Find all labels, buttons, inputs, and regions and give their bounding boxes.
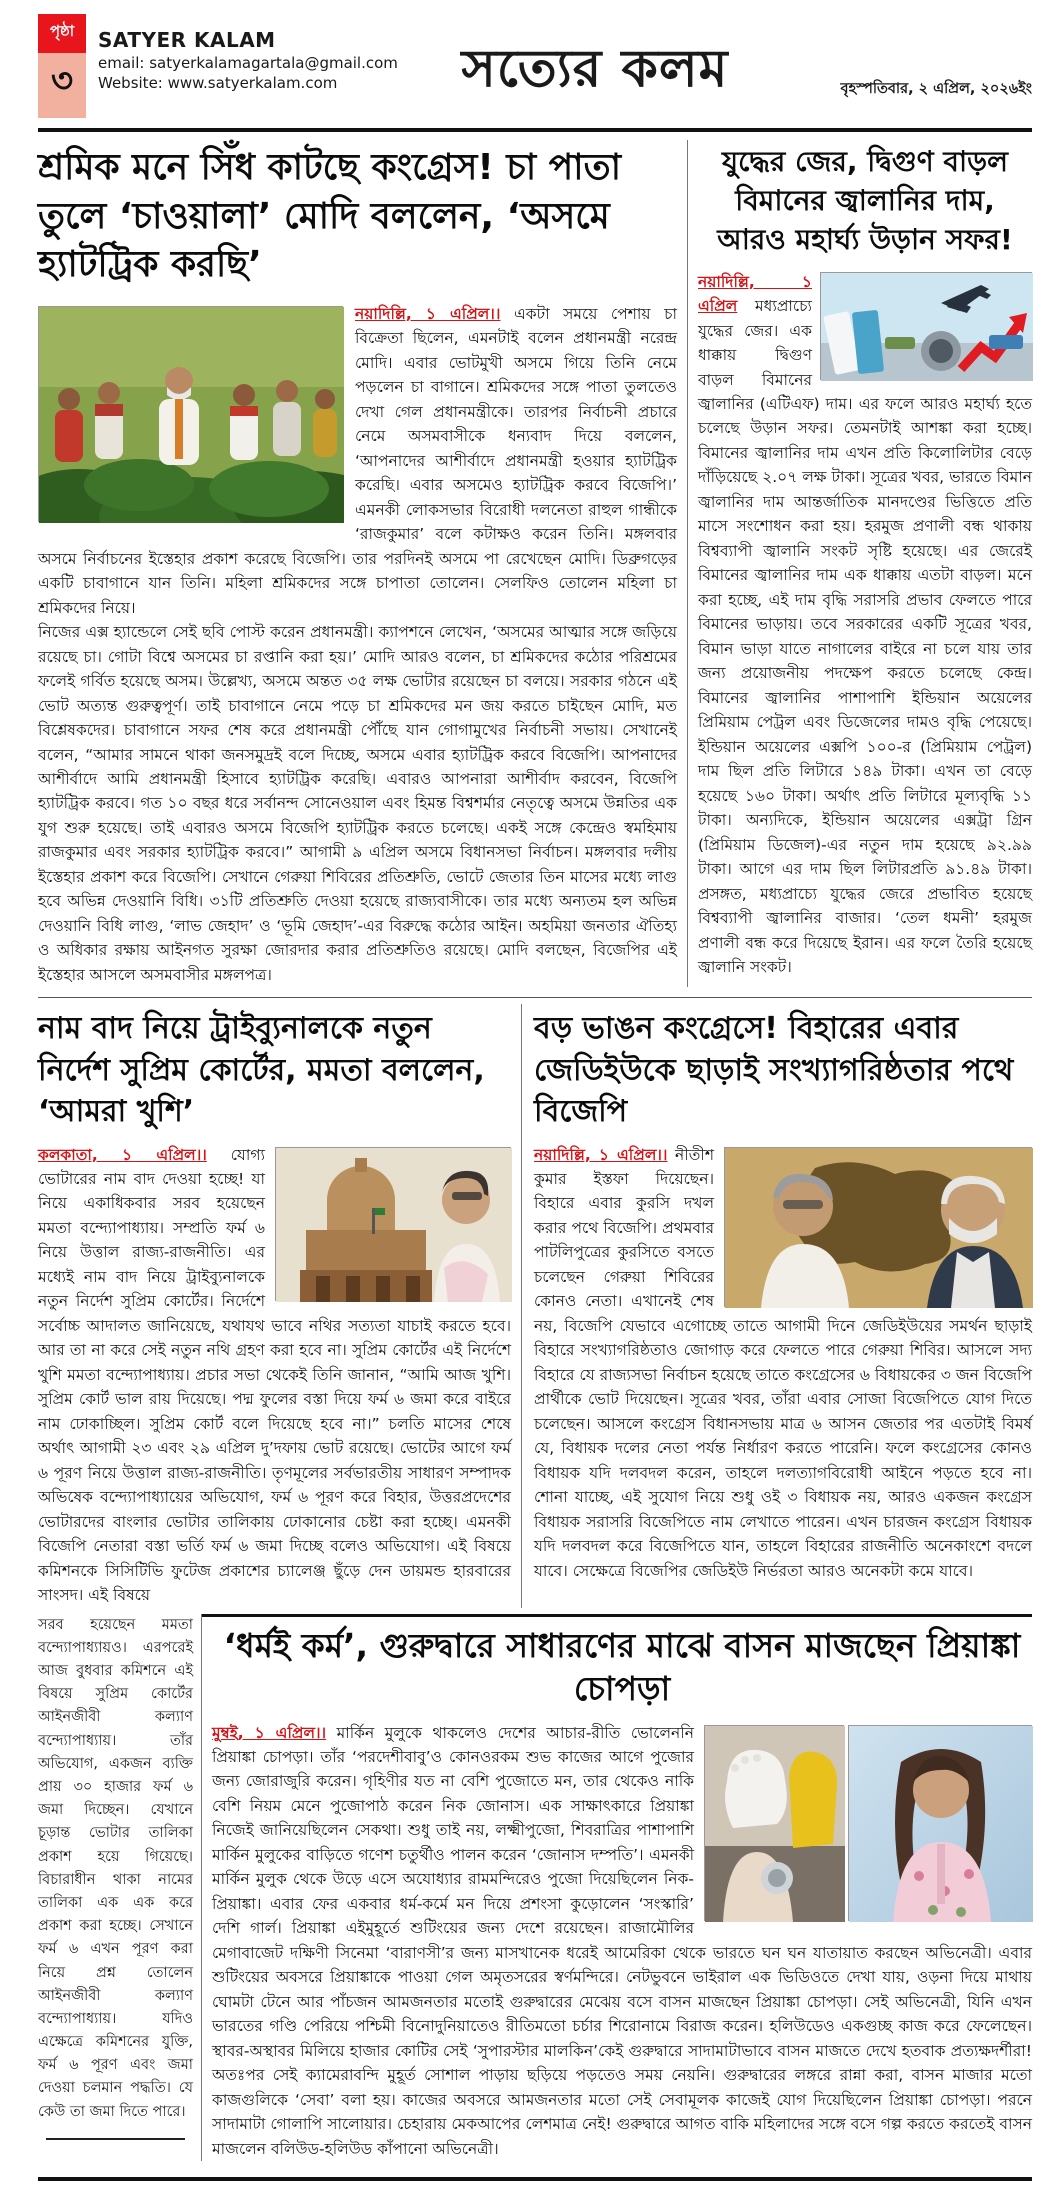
priyanka-portrait-photo (848, 1725, 1032, 1921)
modi-tea-paragraph-2: নিজের এক্স হ্যান্ডেলে সেই ছবি পোস্ট করেন প্রধানমন্ত্রী। ক্যাপশনে লেখেন, ‘অসমের আত্মার সঙ্গে জড়িয়ে রয়েছে চা। গোটা বিশ্বে অসমের চা রপ্তানি করা হয়।’ মোদি আরও বলেন, চা শ্রমিকদের কঠোর পরিশ্রমের ফলেই গর্বিত হয়েছে অসম। উল্লেখ্য, অসমে অন্তত ৩৫ লক্ষ ভোটার রয়েছেন চা বলয়ে। সরকার গঠনে এই ভোট অত্যন্ত গুরুত্বপূর্ণ। তাই চাবাগানে নেমে পড়ে চা শ্রমিকদের মন জয় করতে চাইছেন মোদি, মত বিশ্লেষকদের। চাবাগানে সফর শেষ করে প্রধানমন্ত্রী পৌঁছে যান গোগামুখের নির্বাচনী সভায়। সেখানেই বলেন, “আমার সামনে থাকা জনসমুদ্রই বলে দিচ্ছে, অসমে এবার হ্যাটট্রিক করবে বিজেপি। আপনাদের আশীর্বাদে আমি প্রধানমন্ত্রী হিসাবে হ্যাটট্রিক করেছি। এবারও আপনারা আশীর্বাদ করবেন, বিজেপি হ্যাটট্রিক করবে। গত ১০ বছর ধরে সর্বানন্দ সোনেওয়াল এবং হিমন্ত বিশ্বশর্মার নেতৃত্বে অসমে উন্নতির এক যুগ শুরু হয়েছে। তাই এবারও অসমে বিজেপি হ্যাটট্রিক করতে চলেছে। একই সঙ্গে কেন্দ্রেও স্বমহিমায় রাজকুমার এবং সরকার হ্যাটট্রিক করবে।” আগামী ৯ এপ্রিল অসমে বিধানসভা নির্বাচন। মঙ্গলবার দলীয় ইস্তেহার প্রকাশ করে বিজেপি। সেখানে গেরুয়া শিবিরের প্রতিশ্রুতি, ভোটে জেতার তিন মাসের মধ্যে লাগু হবে অভিন্ন দেওয়ানি বিধি। ৩১টি প্রতিশ্রুতি দেওয়া হয়েছে রাজ্যবাসীকে। তার মধ্যে অন্যতম হল অভিন্ন দেওয়ানি বিধি লাগু, ‘লাভ জেহাদ’ ও ‘ভূমি জেহাদ’-এর বিরুদ্ধে কঠোর আইন। অহমিয়া জনতার ঐতিহ্য ও অধিকার রক্ষায় আইনগত সুরক্ষা জোরদার করার প্রতিশ্রুতিও রয়েছে। মোদি বলছেন, বিজেপির এই ইস্তেহার আসলে অসমবাসীর মঙ্গলপত্র। (38, 623, 677, 984)
paper-email: email: satyerkalamagartala@gmail.com (98, 54, 398, 72)
fuel-text: মধ্যপ্রাচ্যে যুদ্ধের জের। এক ধাক্কায় দ্বিগুণ বাড়ল বিমানের জ্বালানির (এটিএফ) দাম। এর ফলে আরও মহার্ঘ্য হতে চলেছে উড়ান সফর। তেমনটাই আশঙ্কা করা হচ্ছে। বিমানের জ্বালানির দাম এখন প্রতি কিলোলিটার বেড়ে দাঁড়িয়েছে ২.০৭ লক্ষ টাকা। সূত্রের খবর, ভারতে বিমান জ্বালানির দাম আন্তর্জাতিক মানদণ্ডের ভিত্তিতে প্রতি মাসে সংশোধন করা হয়। হরমুজ প্রণালী বন্ধ থাকায় বিশ্বব্যাপী জ্বালানি সংকট সৃষ্টি হয়েছে। এর জেরেই বিমানের জ্বালানির দাম এক ধাক্কায় এতটা বাড়ল। মনে করা হচ্ছে, এই দাম বৃদ্ধি সরাসরি প্রভাব ফেলতে পারে বিমানের ভাড়ায়। তবে সরকারের একটি সূত্রের খবর, বিমান ভাড়া যাতে নাগালের বাইরে না চলে যায় তার জন্য প্রয়োজনীয় পদক্ষেপ করতে চলেছে কেন্দ্র। বিমানের জ্বালানির পাশাপাশি ইন্ডিয়ান অয়েলের প্রিমিয়াম পেট্রল এবং ডিজেলের দামও বৃদ্ধি পেয়েছে। ইন্ডিয়ান অয়েলের এক্সপি ১০০-র (প্রিমিয়াম পেট্রল) দাম ছিল প্রতি লিটারে ১৪৯ টাকা। এখন তা বেড়ে হয়েছে ১৬০ টাকা। অর্থাৎ প্রতি লিটারে মূল্যবৃদ্ধি ১১ টাকা। অন্যদিকে, ইন্ডিয়ান অয়েলের এক্সট্রা গ্রিন (প্রিমিয়াম ডিজেল)-এর নতুন দাম হয়েছে ৯২.৯৯ টাকা। আগে এর দাম ছিল লিটারপ্রতি ৯১.৪৯ টাকা। প্রসঙ্গত, মধ্যপ্রাচ্যে যুদ্ধের জেরে প্রভাবিত হয়েছে বিশ্বব্যাপী জ্বালানির বাজার। ‘তেল ধমনী’ হরমুজ প্রণালী বন্ধ করে দিয়েছে ইরান। এর ফলে তৈরি হয়েছে জ্বালানি সংকট। (698, 297, 1032, 977)
jet-fuel-photo (820, 272, 1032, 380)
gurudwara-seva-photo (704, 1725, 844, 1921)
mamata-continuation-column (38, 1614, 202, 2162)
masthead (38, 14, 1032, 124)
bihar-dateline: নয়াদিল্লি, ১ এপ্রিল।। (534, 1145, 668, 1164)
bottom-section (38, 1614, 1032, 2162)
header-rule (38, 128, 1032, 132)
fuel-dateline: নয়াদিল্লি, ১ এপ্রিল (698, 272, 812, 316)
article-fuel-body (698, 270, 1032, 980)
page-number: ৩ (38, 53, 86, 118)
mamata-continuation-text: সরব হয়েছেন মমতা বন্দ্যোপাধ্যায়ও। এরপরেই আজ বুধবার কমিশনে এই বিষয়ে সুপ্রিম কোর্টের আইনজীবী কল্যাণ বন্দ্যোপাধ্যায়। তাঁর অভিযোগ, একজন ব্যক্তি প্রায় ৩০ হাজার ফর্ম ৬ জমা দিচ্ছেন। যেখানে চূড়ান্ত ভোটার তালিকা প্রকাশ হয়ে গিয়েছে। বিচারাধীন থাকা নামের তালিকা এক এক করে প্রকাশ করা হচ্ছে। সেখানে ফর্ম ৬ এখন পূরণ করা নিয়ে প্রশ্ন তোলেন আইনজীবী কল্যাণ বন্দ্যোপাধ্যায়। যদিও এক্ষেত্রে কমিশনের যুক্তি, ফর্ম ৬ পূরণ এবং জমা দেওয়া চলমান পদ্ধতি। যে কেউ তা জমা দিতে পারে। (38, 1616, 193, 2120)
gurudwara-seva-illustration (705, 1726, 845, 1922)
top-middle-divider (38, 997, 1032, 998)
modi-tea-column-text: একটা সময়ে পেশায় চা বিক্রেতা ছিলেন, এমনটাই বলেন প্রধানমন্ত্রী নরেন্দ্র মোদি। এবার ভোটমুখী অসমে গিয়ে তিনি নেমে পড়লেন চা বাগানে। শ্রমিকদের সঙ্গে পাতা তুলতেও দেখা গেল প্রধানমন্ত্রীকে। তারপর নির্বাচনী প্রচারে নেমে অসমবাসীকে ধন্যবাদ দিয়ে বললেন, ‘আপনাদের আশীর্বাদে প্রধানমন্ত্রী হওয়ার হ্যাটট্রিক করেছি। এবার অসমেও হ্যাটট্রিক করবে বিজেপি।’ এমনকী লোকসভার বিরোধী দলনেতা রাহুল গান্ধীকে ‘রাজকুমার’ বলে কটাক্ষও করেন তিনি। মঙ্গলবার অসমে নির্বাচনের ইস্তেহার প্রকাশ করেছে বিজেপি। তার পরদিনই অসমে পা রেখেছেন মোদি। ডিব্রুগড়ের একটি চাবাগানে যান তিনি। মহিলা শ্রমিকদের সঙ্গে চাপাতা তোলেন। সেলফিও তোলেন মহিলা চা শ্রমিকদের নিয়ে। (38, 304, 677, 617)
column-end-rule (46, 2138, 186, 2140)
mamata-text: যোগ্য ভোটারের নাম বাদ দেওয়া হচ্ছে! যা নিয়ে একাধিকবার সরব হয়েছেন মমতা বন্দ্যোপাধ্যায়। সম্প্রতি ফর্ম ৬ নিয়ে উত্তাল রাজ্য-রাজনীতি। এর মধ্যেই নাম বাদ নিয়ে ট্রাইব্যুনালকে নতুন নির্দেশ সুপ্রিম কোর্টের। নির্দেশে সর্বোচ্চ আদালত জানিয়েছে, যথাযথ ভাবে নথির সত্যতা যাচাই করতে হবে। আর তা না করে সেই নতুন নথি গ্রহণ করা হবে না। সুপ্রিম কোর্টের এই নির্দেশে খুশি মমতা বন্দ্যোপাধ্যায়। প্রচার সভা থেকেই তিনি জানান, “আমি আজ খুশি। সুপ্রিম কোর্ট ভাল রায় দিয়েছে। পদ্ম ফুলের বস্তা দিয়ে ফর্ম ৬ জমা করে বাইরে নাম ঢোকাচ্ছিল। সুপ্রিম কোর্ট বলে দিয়েছে হবে না।” চলতি মাসের শেষে অর্থাৎ আগামী ২৩ এবং ২৯ এপ্রিল দু’দফায় ভোট রয়েছে। ভোটের আগে ফর্ম ৬ পূরণ নিয়ে উত্তাল রাজ্য-রাজনীতি। তৃণমূলের সর্বভারতীয় সাধারণ সম্পাদক অভিষেক বন্দ্যোপাধ্যায়ের অভিযোগ, ফর্ম ৬ পূরণ করে বিহার, উত্তরপ্রদেশের ভোটারদের বাংলার ভোটার তালিকায় ঢোকানোর চেষ্টা করা হচ্ছে। এমনকী বিজেপি নেতারা বস্তা ভর্তি ফর্ম ৬ জমা দিচ্ছে বলেও অভিযোগ। এই বিষয়ে কমিশনকে সিসিটিভি ফুটেজ প্রকাশের চ্যালেঞ্জ ছুঁড়ে দেন ডায়মন্ড হারবারের সাংসদ। এই বিষয়ে (38, 1145, 511, 1605)
jet-fuel-illustration (821, 273, 1033, 381)
priyanka-portrait-illustration (849, 1726, 1033, 1922)
supreme-court-illustration (276, 1148, 512, 1302)
article-priyanka-body (212, 1721, 1032, 2162)
article-modi-tea-body (38, 302, 677, 988)
article-bihar-body (534, 1143, 1032, 1584)
nitish-modi-illustration (725, 1148, 1033, 1308)
priyanka-text: মার্কিন মুলুকে থাকলেও দেশের আচার-রীতি ভোলেননি প্রিয়াঙ্কা চোপড়া। তাঁর ‘পরদেশীবাবু’ও কোনওরকম শুভ কাজের আগে পুজোর জন্য জোরাজুরি করেন। গৃহিণীর যত না বেশি পুজোতে মন, তার থেকেও নাকি বেশি নিয়ম মেনে পুজোপাঠ করেন নিক জোনাস। এক সাক্ষাৎকারে প্রিয়াঙ্কা নিজেই জানিয়েছিলেন সেকথা। শুধু তাই নয়, লক্ষ্মীপুজো, শিবরাত্রির পাশাপাশি মার্কিন মুলুকের বাড়িতে গণেশ চতুর্থীও পালন করেন ‘জোনাস দম্পতি’। এমনকী মার্কিন মুলুক থেকে উড়ে এসে অযোধ্যার রামমন্দিরেও পুজো দিয়েছিলেন নিক-প্রিয়াঙ্কা। এবার ফের একবার ধর্ম-কর্মে মন দিয়ে প্রশংসা কুড়োলেন ‘সংস্কারি’ দেশি গার্ল। প্রিয়াঙ্কা এইমুহূর্তে শুটিংয়ের জন্য দেশে রয়েছেন। রাজামৌলির মেগাবাজেট দক্ষিণী সিনেমা ‘বারাণসী’র জন্য মাসখানেক ধরেই আমেরিকা থেকে ভারতে ঘন ঘন যাতায়াত করছেন অভিনেত্রী। এবার শুটিংয়ের অবসরে প্রিয়াঙ্কাকে পাওয়া গেল অমৃতসরের স্বর্ণমন্দিরে। নেটভুবনে ভাইরাল এক ভিডিওতে দেখা যায়, ওড়না দিয়ে মাথায় ঘোমটা টেনে আর পাঁচজন আমজনতার মতোই গুরুদ্বারের মেঝেয় বসে বাসন মাজছেন প্রিয়াঙ্কা চোপড়া। সেই অভিনেত্রী, যিনি এখন ভারতের গণ্ডি পেরিয়ে পশ্চিমী বিনোদুনিয়াতেও রীতিমতো চর্চার শিরোনামে বিরাজ করেন। হলিউডেও একগুচ্ছ কাজ করে ফেলেছেন। স্থাবর-অস্থাবর মিলিয়ে হাজার কোটির সেই ‘সুপারস্টার মালকিন’কেই গুরুদ্বারে সাদামাটাভাবে বাসন মাজতে দেখে হতবাক প্রত্যক্ষদর্শীরা! অতঃপর সেই ক্যামেরাবন্দি মুহূর্ত সোশাল পাড়ায় ছড়িয়ে পড়তেও সময় নেয়নি। গুরুদ্বারের লঙ্গরে রান্না করা, বাসন মাজার মতো কাজগুলিকে ‘সেবা’ বলা হয়। কাজের অবসরে আমজনতার মতো সেই সেবামূলক কাজেই যোগ দিয়েছিলেন প্রিয়াঙ্কা চোপড়া। পরনে সাদামাটা গোলাপি সালোয়ার। চেহারায় মেকআপের লেশমাত্র নেই! গুরুদ্বারে আগত বাকি মহিলাদের সঙ্গে বসে গল্প করতে করতেই বাসন মাজলেন বলিউড-হলিউড কাঁপানো অভিনেত্রী। (212, 1723, 1032, 2158)
bihar-text: নীতীশ কুমার ইস্তফা দিয়েছেন। বিহারে এবার কুরসি দখল করার পথে বিজেপি। প্রথমবার পাটলিপুত্রের কুরসিতে বসতে চলেছেন গেরুয়া শিবিরের কোনও নেতা। এখানেই শেষ নয়, বিজেপি যেভাবে এগোচ্ছে তাতে আগামী দিনে জেডিইউয়ের সমর্থন ছাড়াই বিহারে সংখ্যাগরিষ্ঠতাও জোগাড় করে ফেলতে পারে গেরুয়া শিবির। আসলে সদ্য বিহারে যে রাজ্যসভা নির্বাচন হয়েছে তাতে কংগ্রেসের ৬ বিধায়কের ৩ জন বিজেপি প্রার্থীকে ভোট দিয়েছেন। সূত্রের খবর, তাঁরা এবার সোজা বিজেপিতে যোগ দিতে চলেছেন। আসলে কংগ্রেস বিধানসভায় মাত্র ৬ আসন জেতার পর এতটাই বিমর্ষ যে, বিধায়ক দলের নেতা পর্যন্ত নির্ধারণ করতে পারেনি। ফলে কংগ্রেসের কোনও বিধায়ক যদি দলবদল করেন, তাহলে দলত্যাগবিরোধী আইনে পড়তে হবে না। শোনা যাচ্ছে, এই সুযোগ নিয়ে শুধু ওই ৩ বিধায়ক নয়, আরও একজন কংগ্রেস বিধায়ক সরাসরি বিজেপিতে নাম লেখাতে পারেন। এখন চারজন কংগ্রেস বিধায়ক যদি দলবদল করে বিজেপিতে যান, তাহলে বিহারের রাজনীতি অনেকাংশে বদলে যাবে। সেক্ষেত্রে বিজেপির জেডিইউ নির্ভরতা আরও অনেকটা কমে যাবে। (534, 1145, 1032, 1580)
headline-mamata: নাম বাদ নিয়ে ট্রাইব্যুনালকে নতুন নির্দেশ সুপ্রিম কোর্টের, মমতা বললেন, ‘আমরা খুশি’ (38, 1011, 485, 1130)
priyanka-photo-pair (704, 1725, 1032, 1921)
paper-name-english: SATYER KALAM (98, 28, 276, 52)
modi-tea-dateline: নয়াদিল্লি, ১ এপ্রিল।। (355, 304, 501, 323)
headline-bihar: বড় ভাঙন কংগ্রেসে! বিহারের এবার জেডিইউকে ছাড়াই সংখ্যাগরিষ্ঠতার পথে বিজেপি (534, 1011, 1014, 1130)
supreme-court-mamata-photo (275, 1147, 511, 1301)
edition-date: বৃহস্পতিবার, ২ এপ্রিল, ২০২৬ইং (840, 81, 1032, 97)
paper-title-bengali: সত্যের কলম (461, 39, 729, 99)
article-bihar (522, 1004, 1032, 1607)
headline-priyanka: ‘ধর্মই কর্ম’, গুরুদ্বারে সাধারণের মাঝে বাসন মাজছেন প্রিয়াঙ্কা চোপড়া (223, 1625, 1021, 1708)
middle-section (38, 1004, 1032, 1607)
article-fuel (688, 140, 1032, 987)
tea-garden-illustration (39, 307, 344, 523)
paper-info (98, 14, 408, 92)
article-mamata-body (38, 1143, 511, 1608)
headline-modi-tea: শ্রমিক মনে সিঁধ কাটছে কংগ্রেস! চা পাতা তুলে ‘চাওয়ালা’ মোদি বললেন, ‘অসমে হ্যাটট্রিক করছি’ (38, 147, 622, 286)
paper-website: Website: www.satyerkalam.com (98, 74, 338, 92)
article-priyanka (202, 1614, 1032, 2162)
headline-fuel: যুদ্ধের জের, দ্বিগুণ বাড়ল বিমানের জ্বালানির দাম, আরও মহার্ঘ্য উড়ান সফর! (717, 145, 1013, 257)
top-section (38, 140, 1032, 987)
article-mamata (38, 1004, 522, 1607)
page-number-badge (38, 14, 86, 118)
article-modi-tea (38, 140, 688, 987)
mamata-dateline: কলকাতা, ১ এপ্রিল।। (38, 1145, 207, 1164)
footer-rule (38, 2177, 1032, 2181)
page-label: পৃষ্ঠা (38, 14, 86, 53)
tea-garden-photo (38, 306, 343, 522)
priyanka-dateline: মুম্বই, ১ এপ্রিল।। (212, 1723, 327, 1742)
nitish-modi-photo (724, 1147, 1032, 1307)
